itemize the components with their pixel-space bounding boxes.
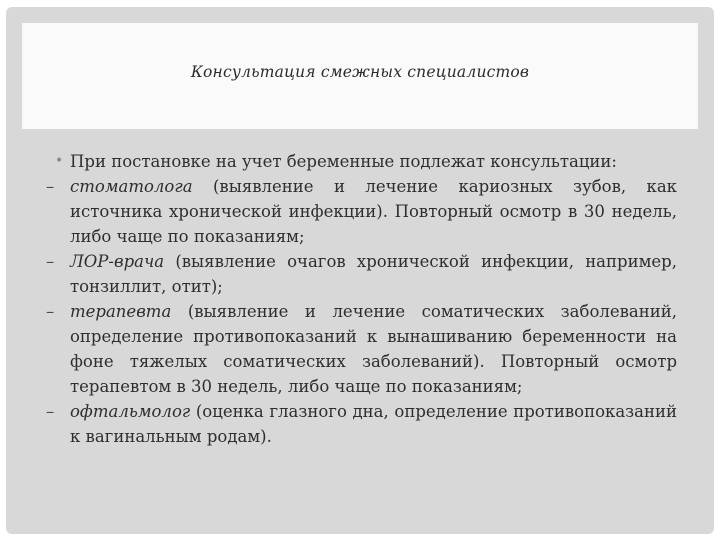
title-box (22, 23, 698, 129)
list-item-therapist (46, 299, 677, 399)
dash-marker: – (46, 252, 55, 271)
bullet-marker: • (55, 153, 64, 169)
slide-content (46, 149, 677, 449)
intro-paragraph (46, 149, 677, 174)
item-term: терапевта (70, 302, 172, 321)
dash-marker: – (46, 177, 55, 196)
item-term: стоматолога (70, 177, 193, 196)
item-text: (выявление очагов хронической инфекции, например, тонзиллит, отит); (70, 252, 677, 296)
dash-marker: – (46, 402, 55, 421)
item-text: (выявление и лечение кариозных зубов, как источника хронической инфекции). Повторный осмотр в 30 недель, либо чаще по показаниям; (70, 177, 677, 246)
list-item-ent (46, 249, 677, 299)
item-term: ЛОР-врача (70, 252, 165, 271)
slide (6, 7, 714, 534)
item-term: офтальмолог (70, 402, 191, 421)
list-item-dentist (46, 174, 677, 249)
slide-title: Консультация смежных специалистов (190, 63, 530, 81)
list-item-ophthalmologist (46, 399, 677, 449)
item-text: (оценка глазного дна, определение противопоказаний к вагинальным родам). (70, 402, 677, 446)
dash-marker: – (46, 302, 55, 321)
intro-text: При постановке на учет беременные подлежат консультации: (70, 152, 617, 171)
item-text: (выявление и лечение соматических заболеваний, определение противопоказаний к вынашиванию беременности на фоне тяжелых соматических заболеваний). Повторный осмотр терапевтом в 30 недель, либо чаще по показаниям; (70, 302, 677, 396)
